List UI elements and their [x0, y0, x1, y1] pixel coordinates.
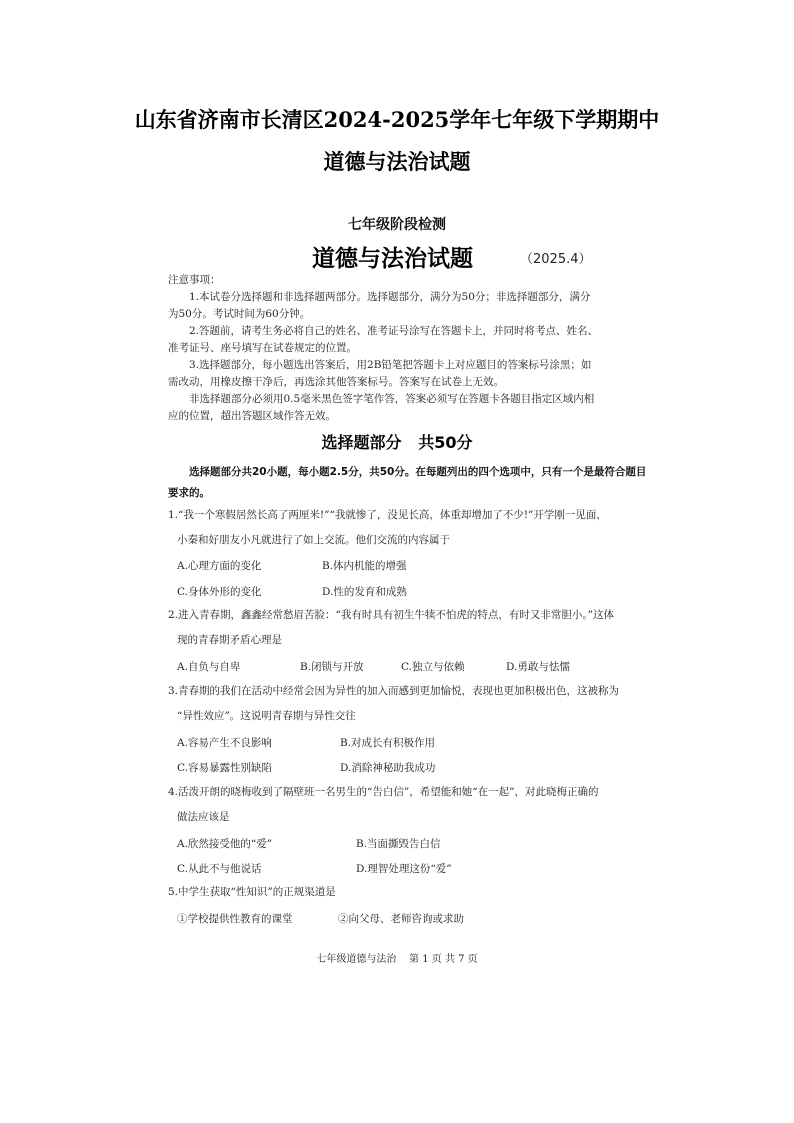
option-c: C.身体外形的变化: [177, 586, 262, 598]
option-d: D.性的发育和成熟: [322, 586, 407, 598]
exam-date: （2025.4）: [520, 252, 592, 267]
notes-line: 需改动，用橡皮擦干净后，再选涂其他答案标号。答案写在试卷上无效。: [168, 376, 504, 388]
notes-line: 准考证号、座号填写在试卷规定的位置。: [168, 342, 357, 354]
option-b: B.闭锁与开放: [300, 661, 364, 673]
question-1: [168, 503, 638, 553]
notes-line: 应的位置，超出答题区域作答无效。: [168, 410, 336, 422]
option-2: ②向父母、老师咨询或求助: [338, 913, 464, 925]
question-2: [168, 603, 638, 653]
page-footer: 七年级道德与法治 第 1 页 共 7 页: [316, 954, 478, 965]
option-a: A.心理方面的变化: [177, 560, 262, 572]
option-a: A.自负与自卑: [177, 661, 241, 673]
exam-stage-heading: 七年级阶段检测: [348, 217, 446, 233]
document-title: 山东省济南市长清区2024-2025学年七年级下学期期中: [134, 107, 660, 132]
option-a: A.欣然接受他的“爱”: [177, 838, 273, 850]
option-b: B.当面撕毁告白信: [356, 838, 441, 850]
question-5: [168, 880, 638, 905]
question-text: 1.“我一个寒假居然长高了两厘米!”“我就惨了，没见长高，体重却增加了不少!”开学刚一见面，: [168, 509, 607, 521]
notes-block: [168, 272, 628, 425]
question-3: [168, 679, 638, 729]
notes-line: 3.选择题部分，每小题选出答案后，用2B铅笔把答题卡上对应题目的答案标号涂黑；如: [189, 359, 592, 371]
option-b: B.对成长有积极作用: [340, 737, 436, 749]
option-c: C.从此不与他说话: [177, 863, 262, 875]
notes-line: 2.答题前，请考生务必将自己的姓名、准考证号涂写在答题卡上，并同时将考点、姓名、: [189, 325, 599, 337]
notes-line: 非选择题部分必须用0.5毫米黑色签字笔作答，答案必须写在答题卡各题目指定区域内相: [189, 393, 595, 405]
notes-line: 为50分。考试时间为60分钟。: [168, 308, 311, 320]
section-title: 选择题部分 共50分: [321, 433, 473, 452]
option-a: A.容易产生不良影响: [177, 737, 272, 749]
option-b: B.体内机能的增强: [322, 560, 407, 572]
question-text: 5.中学生获取“性知识”的正规渠道是: [168, 886, 336, 898]
question-text: 2.进入青春期，鑫鑫经常愁眉苦脸：“我有时具有初生牛犊不怕虎的特点，有时又非常胆小。”这体: [168, 609, 615, 621]
question-4: [168, 780, 638, 830]
document-subtitle: 道德与法治试题: [323, 149, 471, 174]
question-text: 4.活泼开朗的晓梅收到了隔壁班一名男生的“告白信”，希望能和她“在一起”，对此晓梅正确的: [168, 786, 599, 798]
option-d: D.消除神秘助我成功: [340, 762, 436, 774]
option-1: ①学校提供性教育的课堂: [177, 913, 293, 925]
question-text: 3.青春期的我们在活动中经常会因为异性的加入而感到更加愉悦，表现也更加积极出色，这被称为: [168, 685, 620, 697]
option-c: C.独立与依赖: [401, 661, 465, 673]
option-c: C.容易暴露性别缺陷: [177, 762, 272, 774]
question-text: “异性效应”。这说明青春期与异性交往: [177, 710, 356, 722]
question-text: 现的青春期矛盾心理是: [177, 634, 282, 646]
exam-title: 道德与法治试题: [312, 246, 473, 272]
notes-line: 1.本试卷分选择题和非选择题两部分。选择题部分，满分为50分；非选择题部分，满分: [189, 291, 591, 303]
question-text: 小秦和好朋友小凡就进行了如上交流。他们交流的内容属于: [177, 534, 450, 546]
notes-heading: 注意事项：: [168, 274, 221, 286]
section-instruction: 选择题部分共20小题，每小题2.5分，共50分。在每题列出的四个选项中，只有一个是最符合题目要求的。: [168, 466, 647, 499]
question-text: 做法应该是: [177, 811, 230, 823]
option-d: D.理智处理这份“爱”: [356, 863, 452, 875]
option-d: D.勇敢与怯懦: [506, 661, 570, 673]
